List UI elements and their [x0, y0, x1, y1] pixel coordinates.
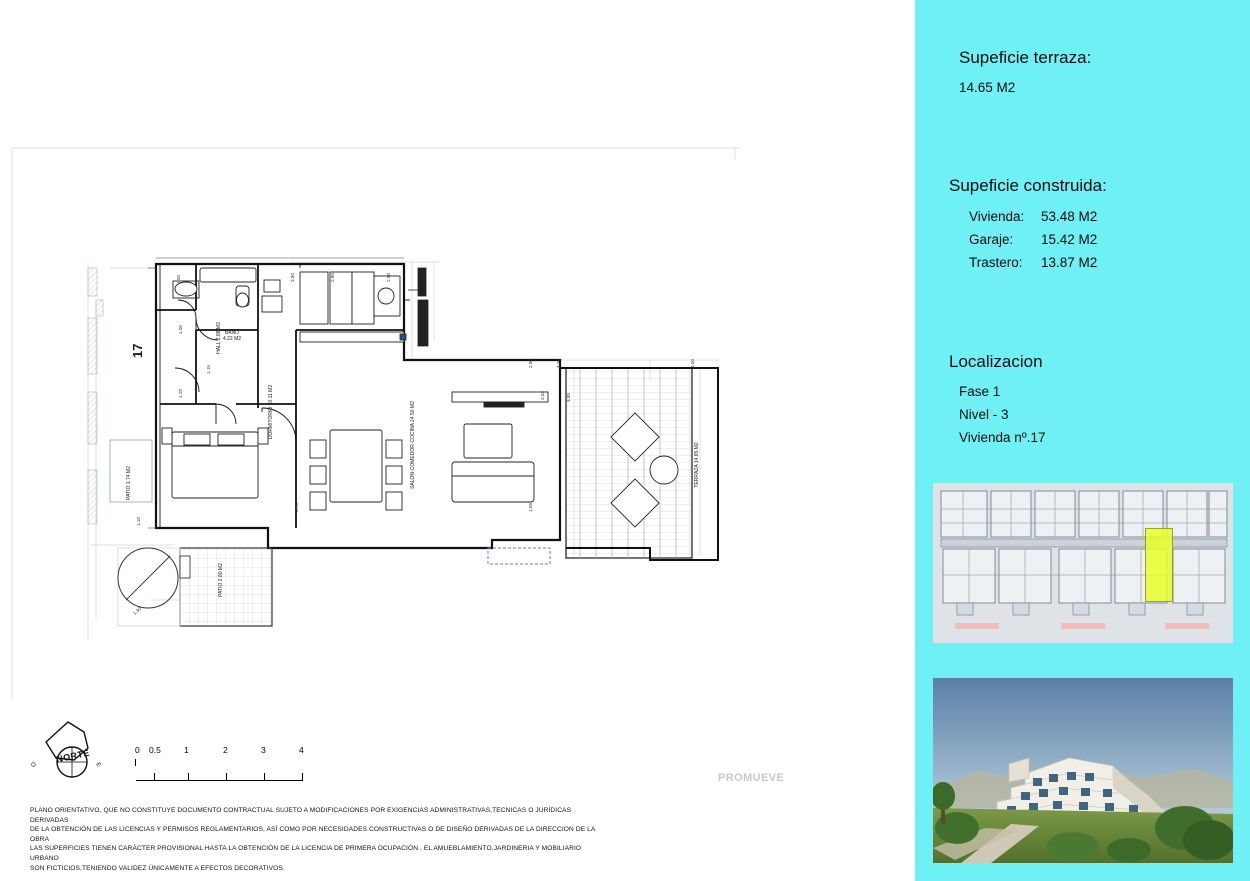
compass-west-label: O	[30, 761, 39, 769]
location-line-vivienda: Vivienda nº.17	[959, 430, 1046, 445]
dim-label-8: 2.80	[528, 359, 533, 368]
dim-label-7: 3.00	[690, 359, 695, 368]
compass-north-label: NORTE	[55, 747, 91, 765]
disclaimer-line-4: SON FICTICIOS,TENIENDO VALIDEZ ÚNICAMENTE A EFECTOS DECORATIVOS.	[30, 864, 285, 872]
scale-tick-3: 2	[223, 745, 228, 755]
built-area-title: Supeficie construida:	[949, 176, 1107, 195]
room-label-salon: SALON-COMEDOR-COCINA 24.50 M2	[410, 401, 416, 489]
site-key-plan	[933, 483, 1233, 643]
scale-tick-4: 3	[261, 745, 266, 755]
terrace-area-title: Supeficie terraza:	[959, 48, 1092, 67]
location-line-fase: Fase 1	[959, 384, 1001, 399]
built-area-value-garaje: 15.42 M2	[1041, 232, 1098, 247]
dim-label-5: 3.03	[540, 391, 545, 400]
site-key-plan-drawing	[933, 483, 1233, 643]
disclaimer-line-3: LAS SUPERFICIES TIENEN CARÁCTER PROVISIONAL HASTA LA OBTENCIÓN DE LA LICENCIA DE PRIMERA OCUPACIÓN , EL AMUEBLAMIENTO,JARDINERIA Y MOBILIARIO URBANO	[30, 845, 582, 862]
scale-bar	[135, 745, 320, 777]
room-label-dormitorio: DORMITORIO 10.11 M2	[268, 384, 274, 440]
dim-label-12: 1.15	[206, 365, 211, 374]
info-panel	[915, 0, 1250, 881]
disclaimer-line-1: PLANO ORIENTATIVO, QUE NO CONSTITUYE DOCUMENTO CONTRACTUAL SUJETO A MODIFICACIONES POR EXIGENCIAS ADMINISTRATIVAS,TECNICAS O JURÍDICAS DERIVADAS	[30, 807, 572, 824]
promoter-label: PROMUEVE	[718, 772, 785, 784]
building-render-photo	[933, 678, 1233, 863]
room-label-bano: BAÑO 4.22 M2	[222, 330, 242, 342]
legal-disclaimer	[30, 806, 610, 873]
built-area-value-vivienda: 53.48 M2	[1041, 209, 1098, 224]
scale-bar-ticks	[135, 759, 306, 766]
room-label-terraza: TERRAZA 14.65 M2	[694, 442, 700, 488]
dim-label-15: 1.30	[132, 606, 143, 616]
dim-label-3: 2.90	[386, 273, 391, 282]
compass-east-label: E	[94, 761, 102, 769]
location-line-nivel: Nivel - 3	[959, 407, 1009, 422]
built-area-row-vivienda	[969, 209, 1097, 224]
dim-label-14: 1.05	[528, 503, 533, 512]
built-area-key-trastero: Trastero:	[969, 255, 1023, 270]
dim-label-6: 3.55	[566, 393, 571, 402]
room-label-patio-1: PATIO 2.80 M2	[218, 563, 224, 597]
dim-label-11: 1.10	[136, 517, 141, 526]
scale-tick-2: 1	[184, 745, 189, 755]
built-area-row-trastero	[969, 255, 1097, 270]
dim-label-2: 2.80	[330, 273, 335, 282]
location-title: Localizacion	[949, 352, 1043, 371]
disclaimer-line-2: DE LA OBTENCIÓN DE LAS LICENCIAS Y PERMISOS REGLAMENTARIOS, ASÍ COMO POR NECESIDADES CONSTRUCTIVAS O DE DISEÑO DERIVADAS DE LA DIRECCION DE LA OBRA	[30, 826, 596, 843]
dim-label-4: 3.20	[556, 359, 561, 368]
dim-label-10: 1.20	[178, 389, 183, 398]
dim-label-0: 1.00	[176, 275, 181, 284]
scale-tick-1: 0.5	[149, 745, 161, 755]
dim-label-13: 0.70	[294, 503, 299, 512]
built-area-row-garaje	[969, 232, 1097, 247]
scale-tick-5: 4	[299, 745, 304, 755]
dim-label-9: 1.00	[178, 325, 183, 334]
scale-tick-0: 0	[135, 745, 140, 755]
terrace-area-value: 14.65 M2	[959, 80, 1016, 95]
compass-rose	[30, 718, 110, 793]
key-plan-highlight-unit	[1145, 528, 1173, 602]
built-area-key-garaje: Garaje:	[969, 232, 1014, 247]
built-area-value-trastero: 13.87 M2	[1041, 255, 1098, 270]
room-label-hall: HALL 2.88 M2	[216, 322, 222, 354]
room-label-patio-2: PATIO 1.74 M2	[126, 466, 132, 500]
built-area-key-vivienda: Vivienda:	[969, 209, 1025, 224]
dim-label-1: 3.50	[290, 273, 295, 282]
unit-number-label: 17	[130, 343, 145, 358]
